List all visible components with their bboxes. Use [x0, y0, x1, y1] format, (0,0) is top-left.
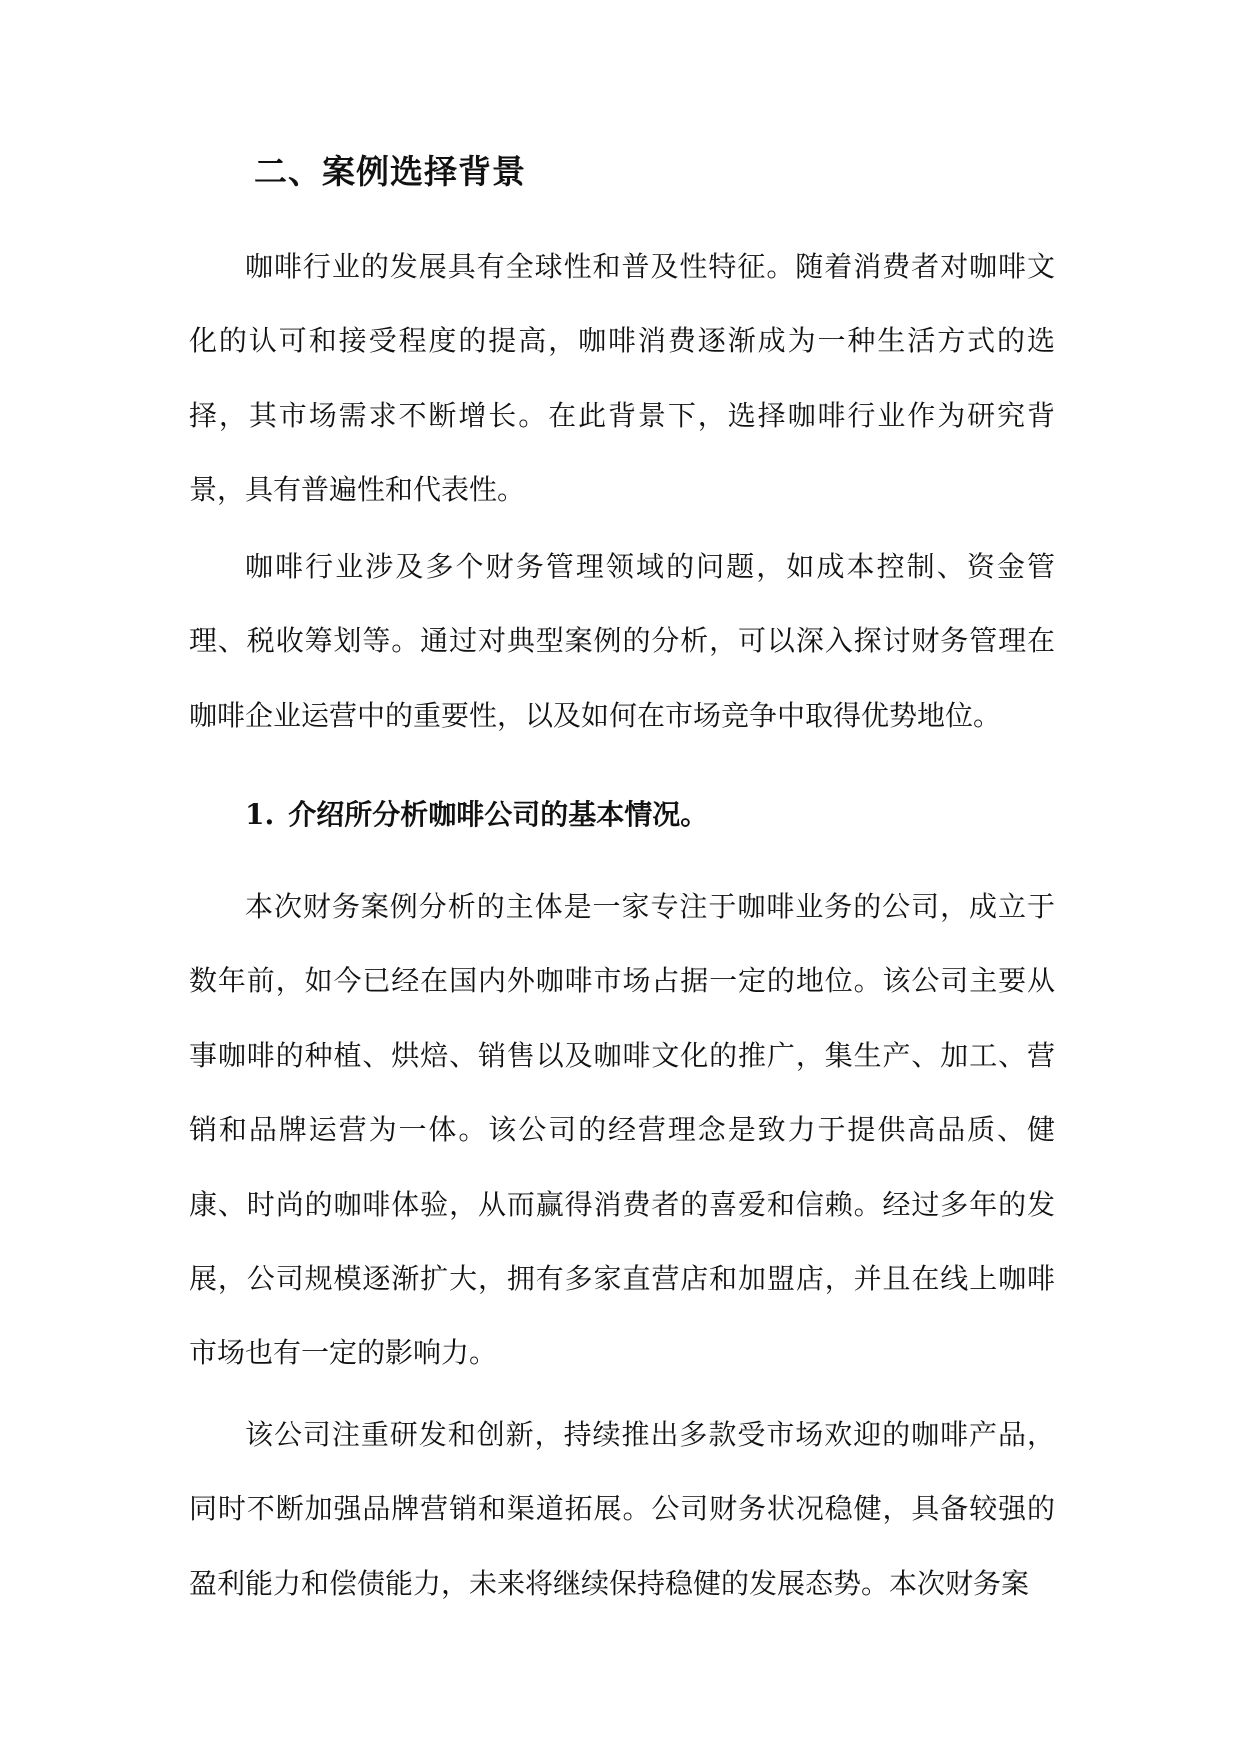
subsection-heading	[245, 795, 708, 835]
paragraph-company-innovation: 该公司注重研发和创新，持续推出多款受市场欢迎的咖啡产品，同时不断加强品牌营销和渠道拓展。公司财务状况稳健，具备较强的盈利能力和偿债能力，未来将继续保持稳健的发展态势。本次财务案	[189, 1418, 1055, 1600]
subsection-title: 介绍所分析咖啡公司的基本情况。	[288, 798, 709, 831]
paragraph-financial-issues: 咖啡行业涉及多个财务管理领域的问题，如成本控制、资金管理、税收筹划等。通过对典型案例的分析，可以深入探讨财务管理在咖啡企业运营中的重要性，以及如何在市场竞争中取得优势地位。	[189, 550, 1055, 732]
paragraph-industry-background: 咖啡行业的发展具有全球性和普及性特征。随着消费者对咖啡文化的认可和接受程度的提高，咖啡消费逐渐成为一种生活方式的选择，其市场需求不断增长。在此背景下，选择咖啡行业作为研究背景，具有普遍性和代表性。	[189, 250, 1055, 507]
subsection-number: 1.	[245, 798, 275, 831]
paragraph-company-overview: 本次财务案例分析的主体是一家专注于咖啡业务的公司，成立于数年前，如今已经在国内外咖啡市场占据一定的地位。该公司主要从事咖啡的种植、烘焙、销售以及咖啡文化的推广，集生产、加工、营销和品牌运营为一体。该公司的经营理念是致力于提供高品质、健康、时尚的咖啡体验，从而赢得消费者的喜爱和信赖。经过多年的发展，公司规模逐渐扩大，拥有多家直营店和加盟店，并且在线上咖啡市场也有一定的影响力。	[189, 890, 1055, 1370]
section-heading: 二、案例选择背景	[254, 152, 526, 191]
